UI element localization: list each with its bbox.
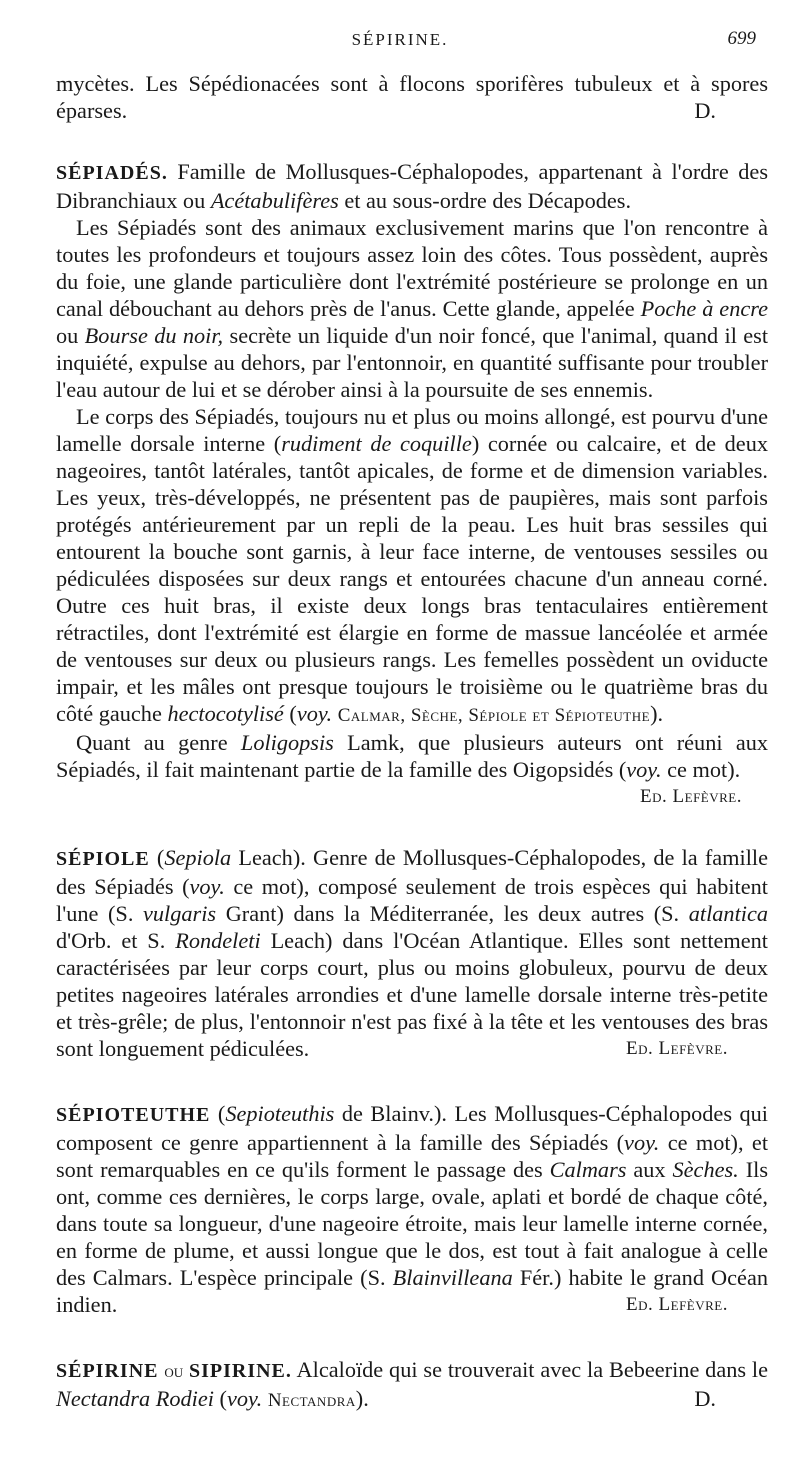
entry-sepirine <box>56 1356 768 1414</box>
signature: D. <box>694 1386 716 1411</box>
italic-text: Bourse du noir, <box>84 323 224 348</box>
headword: SÉPIOTEUTHE <box>56 1104 211 1126</box>
italic-text: voy. <box>626 757 662 782</box>
paragraph <box>56 1356 768 1414</box>
italic-text: atlantica <box>688 901 769 926</box>
entry-sepioteuthe <box>56 1100 768 1318</box>
text: ( <box>289 701 297 726</box>
text: Lamk, que plusieurs auteurs ont réuni aux Sépiadés, il fait maintenant partie de la famille des Oigopsidés ( <box>56 730 769 782</box>
continuation-text: mycètes. Les Sépédionacées sont à flocons sporifères tubuleux et à spores éparses. <box>56 71 768 123</box>
italic-text: voy. <box>296 701 333 726</box>
text: ( <box>156 845 165 870</box>
text: Fér.) habite le grand Océan indien. <box>56 1265 768 1317</box>
entry-sepiades <box>56 158 768 810</box>
text: ce mot), et sont remarquables en ce qu'ils forment le passage des <box>56 1130 769 1182</box>
text: ). <box>650 701 664 726</box>
italic-text: voy. <box>624 1130 660 1155</box>
text: Leach). Genre de Mollusques-Céphalopodes, de la famille des Sépiadés ( <box>56 845 768 899</box>
body-text <box>56 70 768 1440</box>
text: Quant au genre <box>76 730 228 755</box>
text: aux <box>633 1157 666 1182</box>
italic-text: voy. <box>189 874 225 899</box>
text: d'Orb. et S. <box>56 928 166 953</box>
italic-text: Acétabulifères <box>210 188 339 213</box>
text: ( <box>217 1101 226 1126</box>
text: ce mot), composé seulement de trois espèces qui habitent l'une (S. <box>56 874 768 926</box>
italic-text: rudiment de coquille <box>281 431 472 456</box>
italic-text: vulgaris <box>143 901 217 926</box>
headword: SÉPIADÉS. <box>56 162 168 184</box>
italic-text: Sèches. <box>672 1157 739 1182</box>
text: Le corps des Sépiadés, toujours nu et plus ou moins allongé, est pourvu d'une lamelle dorsale interne ( <box>56 404 768 456</box>
paragraph <box>56 403 768 729</box>
headword: SÉPIOLE <box>56 848 150 870</box>
text: ce mot). <box>667 757 741 782</box>
paragraph <box>56 729 768 783</box>
paragraph <box>56 1100 768 1318</box>
cross-reference: Nectandra <box>267 1390 356 1411</box>
text: Leach) dans l'Océan Atlantique. Elles sont nettement caractérisées par leur corps court, plus ou moins globuleux, pourvu de deux petites nageoires latérales arrondies et d'une lamelle dorsale interne très-petite et très-grêle; de plus, l'entonnoir n'est pas fixé à la tête et les ventouses des bras sont longuement pédiculées. <box>56 928 769 1061</box>
italic-text: Sepiola <box>164 845 232 870</box>
text: ou <box>56 323 79 348</box>
signature: Ed. Lefèvre. <box>640 786 742 807</box>
text: Alcaloïde qui se trouverait avec la Bebeerine dans le <box>296 1357 768 1382</box>
italic-text: Rondeleti <box>175 928 261 953</box>
text: Grant) dans la Méditerranée, les deux autres (S. <box>225 901 680 926</box>
paragraph <box>56 214 768 403</box>
signature: D. <box>694 98 716 123</box>
cross-references: Calmar, Sèche, Sépiole et Sépioteuthe <box>337 705 651 726</box>
text: de Blainv.). Les Mollusques-Céphalopodes qui composent ce genre appartiennent à la famille des Sépiadés ( <box>56 1101 769 1155</box>
entry-continuation <box>56 70 768 124</box>
italic-text: Sepioteuthis <box>225 1101 335 1126</box>
conjunction: ou <box>164 1361 184 1382</box>
italic-text: hectocotylisé <box>167 701 284 726</box>
italic-text: Loligopsis <box>240 730 334 755</box>
italic-text: Poche à encre <box>640 296 768 321</box>
signature: Ed. Lefèvre. <box>626 1038 728 1059</box>
running-head: SÉPIRINE. <box>351 30 449 49</box>
italic-text: Calmars <box>549 1157 627 1182</box>
headword: SÉPIRINE <box>56 1360 159 1382</box>
italic-text: Nectandra Rodiei <box>56 1386 214 1411</box>
text: ( <box>219 1386 227 1411</box>
page-number: 699 <box>727 28 756 49</box>
headword-variant: SIPIRINE. <box>188 1360 292 1382</box>
text: ) cornée ou calcaire, et de deux nageoires, tantôt latérales, tantôt apicales, de forme et de dimension variables. Les yeux, très-développés, ne présentent pas de paupières, mais sont parfois protégés antérieurement par un repli de la peau. Les huit bras sessiles qui entourent la bouche sont garnis, à leur face interne, de ventouses sessiles ou pédiculées disposées sur deux rangs et entourées chacune d'un anneau corné. Outre ces huit bras, il existe deux longs bras tentaculaires entièrement rétractiles, dont l'extrémité est élargie en forme de massue lancéolée et armée de ventouses sur deux ou plusieurs rangs. Les femelles possèdent un oviducte impair, et les mâles ont presque toujours le troisième ou le quatrième bras du côté gauche <box>56 431 768 726</box>
text: secrète un liquide d'un noir foncé, que l'animal, quand il est inquiété, expulse au dehors, par l'entonnoir, en quantité suffisante pour troubler l'eau autour de lui et se dérober ainsi à la poursuite de ses ennemis. <box>56 323 769 402</box>
text: ). <box>355 1386 369 1411</box>
text: Ils ont, comme ces dernières, le corps large, ovale, aplati et bordé de chaque côté, dans toute sa longueur, d'une nageoire étroite, mais leur lamelle interne cornée, en forme de plume, et aussi longue que le dos, est tout à fait analogue à celle des Calmars. L'espèce principale (S. <box>56 1157 769 1290</box>
text: et au sous-ordre des Décapodes. <box>344 188 632 213</box>
entry-sepiole <box>56 844 768 1062</box>
paragraph <box>56 158 768 214</box>
italic-text: Blainvilleana <box>392 1265 513 1290</box>
text: Les Sépiadés sont des animaux exclusivement marins que l'on rencontre à toutes les profondeurs et toujours assez loin des côtes. Tous possèdent, auprès du foie, une glande particulière dont l'extrémité postérieure se prolonge en un canal débouchant au dehors près de l'anus. Cette glande, appelée <box>56 215 768 321</box>
signature: Ed. Lefèvre. <box>626 1294 728 1315</box>
paragraph <box>56 844 768 1062</box>
text: Famille de Mollusques-Céphalopodes, appartenant à l'ordre des Dibranchiaux ou <box>56 159 768 213</box>
italic-text: voy. <box>226 1386 263 1411</box>
